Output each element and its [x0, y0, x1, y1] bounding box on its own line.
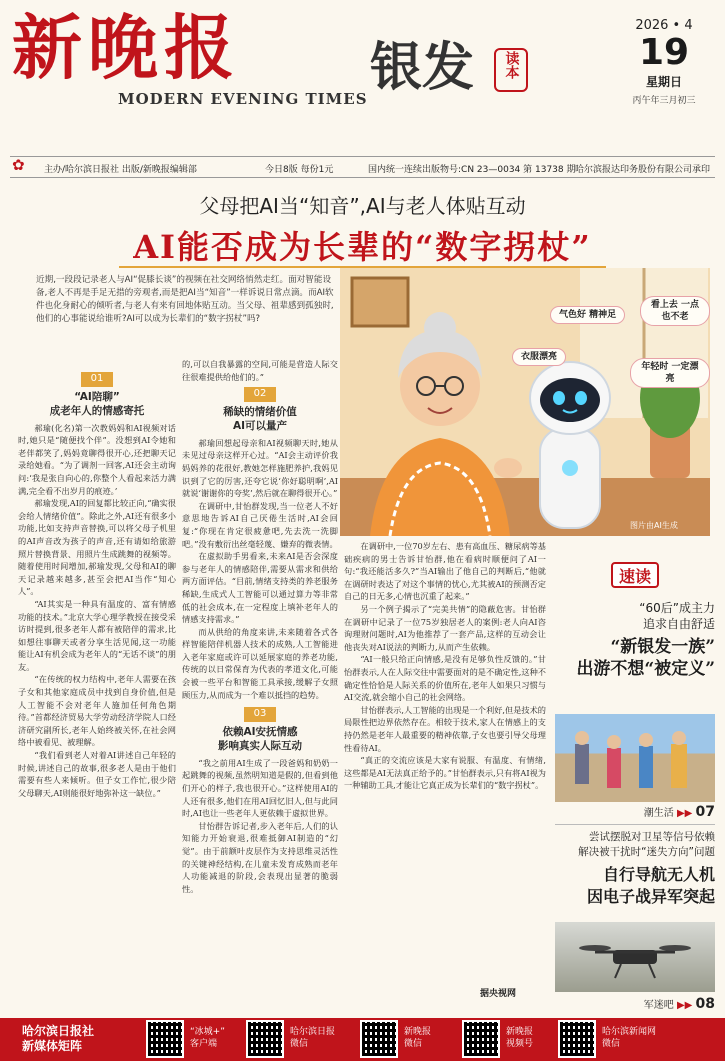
section-03-header	[182, 707, 338, 753]
photo-travelers	[555, 714, 715, 802]
qr-code-icon[interactable]	[146, 1020, 184, 1058]
bubble-young-beauty: 年轻时 一定漂亮	[630, 358, 710, 388]
page-ref-07[interactable]	[555, 804, 715, 820]
section-02-header	[182, 387, 338, 433]
headline-text: AI能否成为长辈的“数字拐杖”	[119, 228, 606, 268]
qr-code-icon[interactable]	[558, 1020, 596, 1058]
qr-code-icon[interactable]	[360, 1020, 398, 1058]
new-media-footer	[0, 1018, 725, 1061]
bubble-not-old: 看上去 一点也不老	[640, 296, 710, 326]
page-count-price: 今日8版 每份1元	[265, 165, 334, 175]
printer-info: 哈尔滨报达印务股份有限公司承印	[575, 165, 711, 175]
sidebar-divider	[555, 824, 715, 825]
photo-drone	[555, 922, 715, 992]
article-column-3	[344, 540, 546, 980]
paragraph: “在传统的权力结构中,老年人需要在孩子女和其他家庭成员中找到自身价值,但是人工智能不会对老年人施加任何角色期待。”首都经济贸易大学劳动经济学院人口经济研究副所长,老年人始终被关怀,在社会网络中被看见、被理解。	[18, 674, 176, 748]
travelers-photo-art	[555, 714, 715, 802]
issue-date	[614, 18, 714, 106]
article-source: 据央视网	[480, 989, 517, 999]
section-title: 依赖AI安抚情感 影响真实人际互动	[218, 725, 302, 752]
date-weekday: 星期日	[645, 75, 682, 89]
paragraph: “我之前用AI生成了一段爸妈和奶奶一起跳舞的视频,虽然明知道是假的,但看到他们开心的样子,我也很开心。”这样使用AI的人还有很多,他们在用AI回忆旧人,但与此同时,AI也让一些老年人更依赖于虚拟世界。	[182, 757, 338, 819]
page-ref-number: 08	[695, 996, 715, 1012]
story-title: 自行导航无人机 因电子战异军突起	[586, 865, 715, 906]
section-stamp	[494, 48, 528, 92]
paragraph: 甘怡群告诉记者,步入老年后,人们的认知能力开始衰退,很难抵御AI制造的“幻觉”。由于前额叶皮层作为支持思维灵活性的关键神经结构,在儿童未发育成熟而老年人功能减退的阶段,会表现出显著的脆弱性。	[182, 820, 338, 894]
section-01-header	[18, 372, 176, 418]
image-credit: 图片由AI生成	[630, 521, 678, 530]
story-subtitle: 尝试摆脱对卫星等信号依赖 解决被干扰时“迷失方向”问题	[578, 831, 715, 858]
sidebar-story-2[interactable]	[555, 830, 715, 908]
paragraph: 另一个例子揭示了“完美共情”的隐蔽危害。甘怡群在调研中记录了一位75岁独居老人的案例:老人向AI咨询理财问题时,AI为他推荐了一套产品,这样的互动会让他丧失对AI说法的判断力,从而产生依赖。	[344, 603, 546, 652]
masthead-logo: 新晚报	[12, 6, 240, 89]
paragraph: 在虚拟助手男看来,未来AI是否会深度参与老年人的情感陪伴,需要从需求和供给两方面评估。“目前,情绪支持类的养老服务稀缺,生成式人工智能可以通过算力等非常低的社会成本,在一定程度上填补老年人的情感支持需求。”	[182, 551, 338, 625]
article-column-2	[182, 358, 338, 1012]
date-day: 19	[638, 32, 690, 73]
footer-item-label: 哈尔滨新闻网 微信	[602, 1027, 657, 1049]
drone-photo-art	[555, 922, 715, 992]
section-number: 03	[244, 707, 277, 722]
page-ref-08[interactable]	[555, 996, 715, 1012]
section-title: “AI陪聊” 成老年人的情感寄托	[49, 390, 145, 417]
article-lead: 近期,一段段记录老人与AI“促膝长谈”的视频在社交网络悄然走红。面对智能设备,老人不再是手足无措的旁观者,而是把AI当“知音”一样诉说日常点滴。而AI软件也化身耐心的倾听者,与老人有来有回地体贴互动。当父母、祖辈感到孤独时,他们的心事能说给谁听?AI可以成为长辈们的“数字拐杖”吗?	[36, 275, 334, 324]
publication-info-bar	[10, 156, 715, 178]
article-kicker: 父母把AI当“知音”,AI与老人体贴互动	[199, 194, 526, 218]
footer-item-label: 新晚报 视频号	[506, 1027, 534, 1049]
section-title: 银发	[370, 37, 475, 98]
article-column-1	[18, 372, 176, 1012]
arrow-right-icon: ▶▶	[676, 1000, 693, 1011]
bubble-pretty-clothes: 衣服漂亮	[512, 348, 566, 366]
sponsor-info: 主办/哈尔滨日报社 出版/新晚报编辑部	[44, 165, 197, 175]
paragraph: 而从供给的角度来讲,未来随着各式各样智能陪伴机器人技术的成熟,人工智能进入老年家庭或许可以延展家庭的养老功能,传统的以日常保育为代表的孝道文化,可能会被一些平台和智能工具承接,缓解子女照顾压力,从而成为一个难以抵挡的趋势。	[182, 626, 338, 700]
paragraph: 甘怡群表示,人工智能的出现是一个利好,但是技术的局限性把边界依然存在。相较于技术,家人在情感上的支持仍然是老年人最重要的精神依靠,子女也要引导父母理性看待AI。	[344, 704, 546, 753]
date-year-month: 2026 • 4	[635, 18, 693, 33]
footer-item-label: “冰城+” 客户端	[190, 1027, 225, 1049]
paragraph: “AI其实是一种具有温度的、富有情感功能的技术。”北京大学心理学教授在接受采访时提到,很多老年人都有被陪伴的需求,比如想往事聊天或者分享生活见闻,这一功能能让AI有机会成为老年人的“无话不谈”的朋友。	[18, 598, 176, 672]
paragraph: 的,可以自我暴露的空间,可能是营造人际交往很难提供给他们的。”	[182, 359, 338, 382]
arrow-right-icon: ▶▶	[676, 808, 693, 819]
paragraph: “真正的交流应该是大家有说服、有温度、有情绪,这些都是AI无法真正给予的。”甘怡群表示,只有将AI视为一种辅助工具,才能让它真正成为长辈们的“数字拐杖”。	[344, 755, 546, 791]
serial-number: 国内统一连续出版物号:CN 23—0034 第 13738 期	[368, 165, 576, 175]
page-ref-label: 军迷吧	[643, 1000, 674, 1011]
paragraph: 在调研中,一位70岁左右、患有高血压、糖尿病等基础疾病的男士告诉甘怡群,他在看病时顺便问了AI一句:“我还能活多久?”当AI输出了他自己的判断后,“他就在调研时表达了对这个事情的忧心,尤其被AI的预测否定自己的日无多,心情也沉重了起来。”	[344, 541, 546, 602]
quick-read-tag: 速读	[618, 567, 651, 586]
section-number: 01	[81, 372, 114, 387]
qr-code-icon[interactable]	[246, 1020, 284, 1058]
bubble-complexion: 气色好 精神足	[550, 306, 625, 324]
date-lunar: 丙午年三月初三	[632, 96, 696, 106]
sidebar-story-1[interactable]	[555, 600, 715, 680]
paragraph: 郝瑜发现,AI的回复都比较正向,“确实很会给人情绪价值”。除此之外,AI还有很多小功能,比如支持声音替换,可以将父母子机里的AI声音改为孩子的声音,还有请如给旅游照片替换背景、用照片生成跳舞的视频等。随着使用时间增加,郝瑜发现,父母和AI的聊天记录越来越多,甚至会把AI当作“知心人”。	[18, 498, 176, 597]
quick-read-sidebar	[555, 538, 715, 1016]
paragraph: 在调研中,甘怡群发现,当一位老人不好意思地告诉AI自己厌倦生活时,AI会回复:“你现在肯定很疲惫吧,先去洗一洗脚吧。”没有敷衍出丝毫轻蔑、嫌弃的微表情。	[182, 500, 338, 549]
footer-item-label: 新晚报 微信	[404, 1027, 432, 1049]
page-ref-label: 潮生活	[643, 808, 674, 819]
page-ref-number: 07	[695, 804, 715, 820]
stamp-text: 读本	[503, 51, 520, 79]
plum-flower-icon: ✿	[12, 156, 25, 174]
article-headline	[0, 222, 725, 268]
story-title: “新银发一族” 出游不想“被定义”	[576, 637, 715, 679]
masthead-english: MODERN EVENING TIMES	[118, 90, 368, 108]
footer-item-label: 哈尔滨日报 微信	[290, 1027, 336, 1049]
illustration-grandma-robot	[340, 268, 710, 536]
paragraph: 郝瑜回想起母亲和AI视频聊天时,她从未见过母亲这样开心过。“AI会主动评价我妈妈养的花很好,教她怎样施肥养护,我妈见识到了它的厉害,还夸它说‘你好聪明啊’,AI就说‘谢谢你的夸奖’,然后就在聊得很开心。”	[182, 437, 338, 499]
paragraph: “我们看到老人对着AI讲述自己年轻的时候,讲述自己的故事,很多老人是由于他们需要有些人来倾听。但子女工作忙,很少陪父母聊天,AI则能很好地弥补这一缺位。”	[18, 750, 176, 798]
paragraph: 郝瑜(化名)第一次教妈妈和AI视频对话时,她只是“随便找个伴”。没想到AI令她和老伴都笑了,妈妈竟聊得很开心,还把聊天记录给她看。“为了调剂一回客,AI还会主动询问:‘我是张自向心的,你整个人看起来活力满满,完全看不出岁月的痕迹。’	[18, 422, 176, 496]
section-title: 稀缺的情绪价值 AI可以量产	[223, 405, 297, 432]
section-number: 02	[244, 387, 277, 402]
qr-code-icon[interactable]	[462, 1020, 500, 1058]
paragraph: “AI一般只给正向情感,是没有足够负性反馈的。”甘怡群表示,人在人际交往中需要面对的是不确定性,这种不确定性恰恰是人际关系的价值所在,老年人如果只习惯与AI交流,就会缩小自己的社会网络。	[344, 654, 546, 703]
footer-title: 哈尔滨日报社 新媒体矩阵	[22, 1024, 95, 1053]
story-subtitle: “60后”成主力 追求自由舒适	[639, 601, 715, 631]
